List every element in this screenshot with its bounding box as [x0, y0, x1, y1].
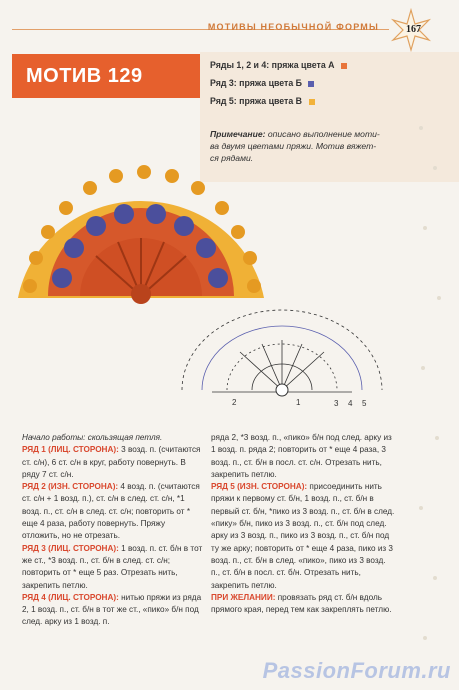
- diagram-label-row5: 5: [362, 399, 367, 408]
- start-text: Начало работы: скользящая петля.: [22, 433, 163, 442]
- row-colour-b: [210, 78, 314, 88]
- note-prefix: Примечание:: [210, 129, 266, 139]
- diagram-label-row2: 2: [232, 398, 237, 407]
- row4-body: нитью пряжи из ряда 2, 1 возд. п., ст. б/н в тот же ст., «пико» б/н под след. арку из 1 возд. п.: [22, 592, 202, 627]
- row5-body: присоединить нить пряжи к первому ст. б/н, 1 возд. п., ст. б/н в первый ст. б/н, *пико из 3 возд. п., ст. б/н в след. «пику» б/н, пико из 3 возд. п., ст. б/н под след. арку из 3 возд. п., пико из 3 возд. п., ст. б/н под ту же арку; повторить от * еще 4 раза, пико из 3 возд. п., ст. б/н в след. «пико», пико из 3 возд. п., ст. б/н в посл. ст. б/н. Отрезать нить, закрепить петлю.: [211, 482, 395, 590]
- note-body-2: ва двумя цветами пряжи.: [210, 141, 314, 151]
- side-decoration: [411, 108, 451, 668]
- instructions-right: [211, 432, 395, 616]
- row4-heading: РЯД 4 (ЛИЦ. СТОРОНА):: [22, 592, 119, 602]
- watermark: PassionForum.ru: [262, 658, 451, 683]
- row1-body: 3 возд. п. (считаются ст. с/н), 6 ст. с/н в круг, работу повернуть. В ряду 7 ст. с/н.: [22, 445, 201, 479]
- row-colour-a: [210, 60, 347, 70]
- row-colour-a-label: Ряды 1, 2 и 4: пряжа цвета А: [210, 60, 335, 70]
- row2-heading: РЯД 2 (ИЗН. СТОРОНА):: [22, 482, 119, 492]
- motif-photo: [10, 128, 272, 308]
- instructions-left: [22, 432, 204, 629]
- row5-heading: РЯД 5 (ИЗН. СТОРОНА):: [211, 482, 308, 492]
- row1-heading: РЯД 1 (ЛИЦ. СТОРОНА):: [22, 445, 119, 455]
- row4-continuation: ряда 2, *3 возд. п., «пико» б/н под след. арку из 1 возд. п. ряда 2; повторить от * еще 4 раза, 3 возд. п., ст. б/н в посл. ст. с/н. Отрезать нить, закрепить петлю.: [211, 433, 392, 479]
- page-number: 167: [406, 24, 421, 35]
- row-colour-b-label: Ряд 3: пряжа цвета Б: [210, 78, 303, 88]
- row3-body: 1 возд. п. ст. б/н в тот же ст., *3 возд. п., ст. б/н в след. ст. с/н; повторить от * еще 5 раз. Отрезать нить, закрепить петлю.: [22, 543, 203, 590]
- note-body-1: описано выполнение моти-: [265, 129, 380, 139]
- row-colour-c: [210, 96, 315, 106]
- diagram-label-row1: 1: [296, 398, 301, 407]
- section-title: МОТИВЫ НЕОБЫЧНОЙ ФОРМЫ: [207, 22, 379, 32]
- note-body-4: ся рядами.: [210, 153, 254, 163]
- colour-b-swatch: [308, 81, 314, 87]
- row2-body: 4 возд. п. (считаются ст. с/н + 1 возд. п.), ст. с/н в след. ст. с/н, *1 возд. п., ст. с/н в след. ст. с/н; повторить от * еще 4 раза, работу повернуть. Пряжу отложить, но не отрезать.: [22, 482, 200, 541]
- crochet-diagram: [172, 300, 392, 418]
- diagram-label-row4: 4: [348, 399, 353, 408]
- optional-heading: ПРИ ЖЕЛАНИИ:: [211, 592, 276, 602]
- row3-heading: РЯД 3 (ЛИЦ. СТОРОНА):: [22, 543, 119, 553]
- colour-c-swatch: [309, 99, 315, 105]
- colour-a-swatch: [341, 63, 347, 69]
- note-body-3: Мотив вяжет-: [313, 141, 377, 151]
- diagram-label-row3: 3: [334, 399, 339, 408]
- row-colour-c-label: Ряд 5: пряжа цвета В: [210, 96, 303, 106]
- optional-body: провязать ряд ст. б/н вдоль прямого края, перед тем как закреплять петлю.: [211, 592, 392, 615]
- motif-title: МОТИВ 129: [12, 54, 200, 98]
